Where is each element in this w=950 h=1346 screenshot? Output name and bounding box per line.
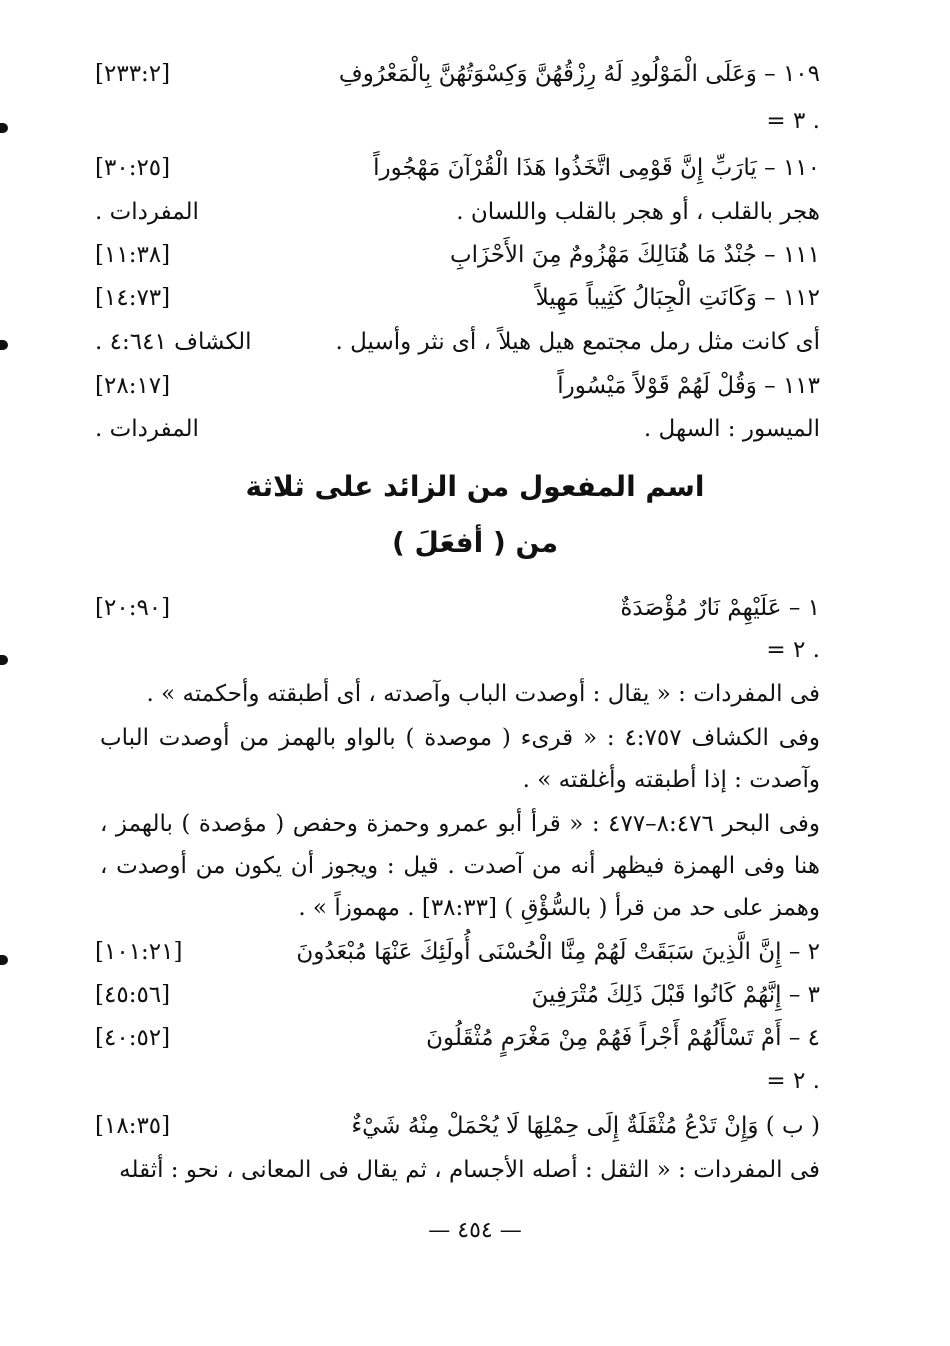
verse-reference: [٢٣٣:٢] <box>95 61 171 87</box>
verse-reference: [٤٥:٥٦] <box>95 982 171 1008</box>
verse-text: ٤ – أَمْ تَسْأَلُهُمْ أَجْراً فَهُمْ مِنْ مَغْرَمٍ مُثْقَلُونَ <box>426 1025 820 1051</box>
entry-111 <box>95 235 820 275</box>
section-subtitle: من ( أفعَلَ ) <box>391 526 559 559</box>
note-text: = ٣ . <box>766 108 820 134</box>
commentary-paragraph: وفى الكشاف ٤:٧٥٧ : « قرىء ( موصدة ) بالواو بالهمز من أوصدت الباب وآصدت : إذا أطبقته وأغلقته » . <box>100 725 820 793</box>
margin-mark <box>0 340 8 350</box>
commentary-paragraph: وفى البحر ٨:٤٧٦–٤٧٧ : « قرأ أبو عمرو وحمزة وحفص ( مؤصدة ) بالهمز ، هنا وفى الهمزة فيظهر أنه من آصدت . قيل : ويجوز أن يكون من أوصدت ، وهمز على حد من قرأ ( بالسُّؤْقِ ) [٣٨:٣٣] . مهموزاً » . <box>100 811 820 921</box>
margin-mark <box>0 655 8 665</box>
entry-110-note <box>95 192 820 232</box>
note-text: فى المفردات : « الثقل : أصله الأجسام ، ثم يقال فى المعانى ، نحو : أثقله <box>119 1157 820 1183</box>
page-number: — ٤٥٤ — <box>428 1218 522 1243</box>
entry-109 <box>95 54 820 94</box>
entry-b <box>95 1106 820 1146</box>
verse-reference: [١١:٣٨] <box>95 242 171 268</box>
entry-4 <box>95 1018 820 1058</box>
entry-112-note <box>95 322 820 362</box>
verse-text: ١١٠ – يَارَبِّ إِنَّ قَوْمِى اتَّخَذُوا هَذَا الْقُرْآنَ مَهْجُوراً <box>373 155 820 181</box>
verse-text: ١١٣ – وَقُلْ لَهُمْ قَوْلاً مَيْسُوراً <box>557 373 820 399</box>
verse-text: ١١١ – جُنْدٌ مَا هُنَالِكَ مَهْزُومٌ مِنَ الأَحْزَابِ <box>449 242 820 268</box>
entry-109-note <box>95 101 820 141</box>
source-reference: المفردات . <box>95 199 199 225</box>
entry-1 <box>95 588 820 628</box>
note-text: = ٢ . <box>766 637 820 663</box>
entry-1-note <box>95 630 820 670</box>
note-text: هجر بالقلب ، أو هجر بالقلب واللسان . <box>456 199 820 225</box>
entry-112 <box>95 278 820 318</box>
note-text: أى كانت مثل رمل مجتمع هيل هيلاً ، أى نثر وأسيل . <box>335 329 820 355</box>
margin-mark <box>0 955 8 965</box>
verse-text: ٢ – إِنَّ الَّذِينَ سَبَقَتْ لَهُمْ مِنَّا الْحُسْنَى أُولَئِكَ عَنْهَا مُبْعَدُونَ <box>296 939 820 965</box>
section-title: اسم المفعول من الزائد على ثلاثة <box>245 470 705 503</box>
verse-text: ١١٢ – وَكَانَتِ الْجِبَالُ كَثِيباً مَهِيلاً <box>535 285 820 311</box>
entry-b-note <box>95 1150 820 1190</box>
margin-mark <box>0 123 8 133</box>
verse-text: ١٠٩ – وَعَلَى الْمَوْلُودِ لَهُ رِزْقُهُنَّ وَكِسْوَتُهُنَّ بِالْمَعْرُوفِ <box>338 61 820 87</box>
verse-reference: [١٤:٧٣] <box>95 285 171 311</box>
entry-113 <box>95 366 820 406</box>
note-text: الميسور : السهل . <box>643 416 820 442</box>
verse-reference: [٤٠:٥٢] <box>95 1025 171 1051</box>
verse-text: ( ب ) وَإِنْ تَدْعُ مُثْقَلَةٌ إِلَى حِمْلِهَا لَا يُحْمَلْ مِنْهُ شَيْءٌ <box>351 1113 820 1139</box>
source-reference: الكشاف ٤:٦٤١ . <box>95 329 252 355</box>
verse-reference: [٢٨:١٧] <box>95 373 171 399</box>
entry-3 <box>95 975 820 1015</box>
verse-text: ٣ – إِنَّهُمْ كَانُوا قَبْلَ ذَلِكَ مُتْرَفِينَ <box>531 982 820 1008</box>
source-reference: المفردات . <box>95 416 199 442</box>
verse-reference: [١٨:٣٥] <box>95 1113 171 1139</box>
entry-4-note <box>95 1061 820 1101</box>
note-text: = ٢ . <box>766 1068 820 1094</box>
verse-reference: [١٠١:٢١] <box>95 939 183 965</box>
verse-text: ١ – عَلَيْهِمْ نَارٌ مُؤْصَدَةٌ <box>620 595 820 621</box>
entry-113-note <box>95 409 820 449</box>
entry-2 <box>95 932 820 972</box>
verse-reference: [٢٠:٩٠] <box>95 595 171 621</box>
entry-110 <box>95 148 820 188</box>
verse-reference: [٣٠:٢٥] <box>95 155 171 181</box>
commentary-paragraph: فى المفردات : « يقال : أوصدت الباب وآصدته ، أى أطبقته وأحكمته » . <box>146 681 820 707</box>
